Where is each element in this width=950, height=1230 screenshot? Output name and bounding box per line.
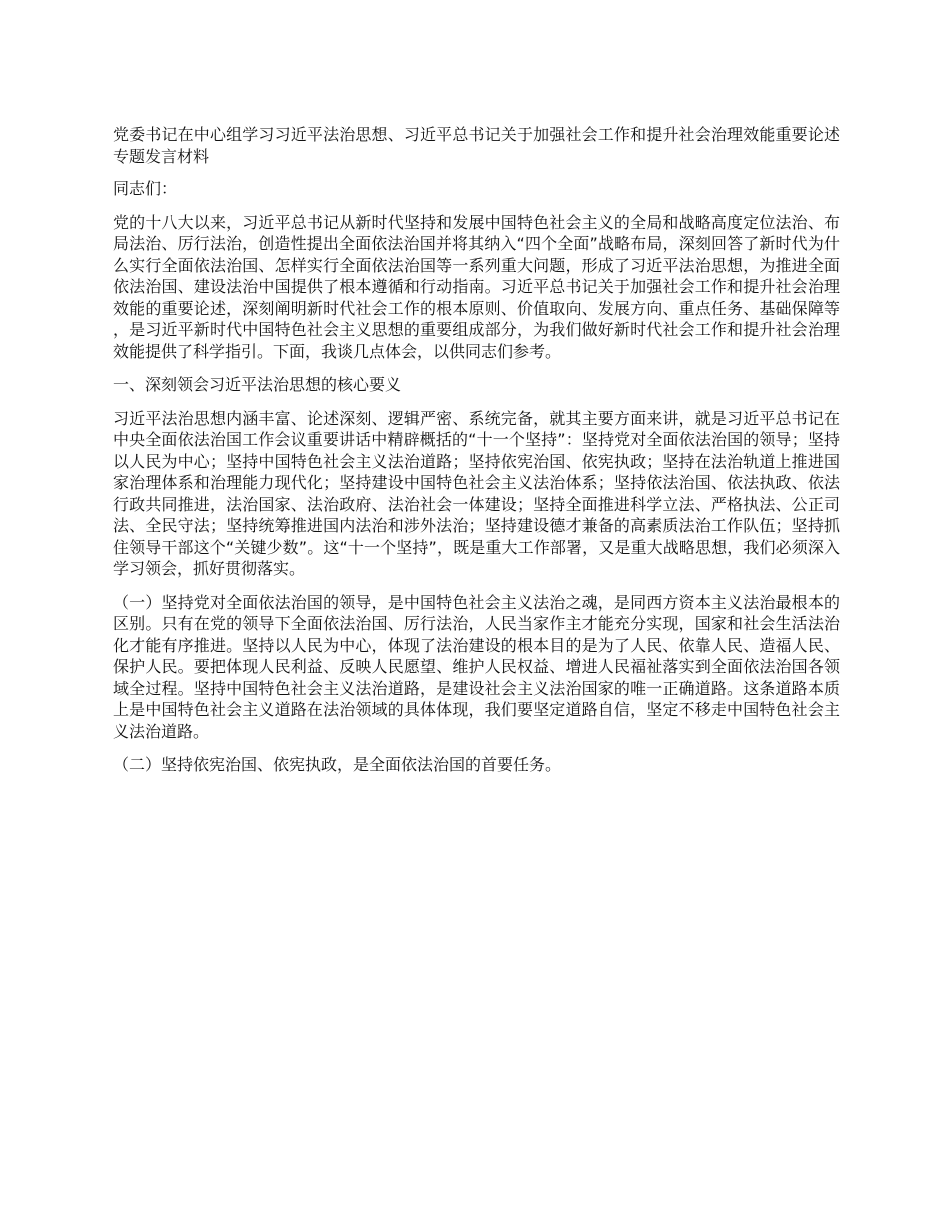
document-page <box>113 124 840 788</box>
paragraph-intro: 党的十八大以来，习近平总书记从新时代坚持和发展中国特色社会主义的全局和战略高度定位法治、布局法治、厉行法治，创造性提出全面依法治国并将其纳入“四个全面”战略布局，深刻回答了新时代为什么实行全面依法治国、怎样实行全面依法治国等一系列重大问题，形成了习近平法治思想，为推进全面依法治国、建设法治中国提供了根本遵循和行动指南。习近平总书记关于加强社会工作和提升社会治理效能的重要论述，深刻阐明新时代社会工作的根本原则、价值取向、发展方向、重点任务、基础保障等，是习近平新时代中国特色社会主义思想的重要组成部分，为我们做好新时代社会工作和提升社会治理效能提供了科学指引。下面，我谈几点体会，以供同志们参考。 <box>113 212 840 361</box>
document-title: 党委书记在中心组学习习近平法治思想、习近平总书记关于加强社会工作和提升社会治理效能重要论述专题发言材料 <box>113 125 840 166</box>
section-heading: 一、深刻领会习近平法治思想的核心要义 <box>113 375 402 394</box>
paragraph-eleven-adherences: 习近平法治思想内涵丰富、论述深刻、逻辑严密、系统完备，就其主要方面来讲，就是习近平总书记在中央全面依法治国工作会议重要讲话中精辟概括的“十一个坚持”：坚持党对全面依法治国的领导；坚持以人民为中心；坚持中国特色社会主义法治道路；坚持依宪治国、依宪执政；坚持在法治轨道上推进国家治理体系和治理能力现代化；坚持建设中国特色社会主义法治体系；坚持依法治国、依法执政、依法行政共同推进，法治国家、法治政府、法治社会一体建设；坚持全面推进科学立法、严格执法、公正司法、全民守法；坚持统筹推进国内法治和涉外法治；坚持建设德才兼备的高素质法治工作队伍；坚持抓住领导干部这个“关键少数”。这“十一个坚持”，既是重大工作部署，又是重大战略思想，我们必须深入学习领会，抓好贯彻落实。 <box>113 408 840 578</box>
salutation: 同志们： <box>113 179 178 198</box>
paragraph-point-one: （一）坚持党对全面依法治国的领导，是中国特色社会主义法治之魂，是同西方资本主义法治最根本的区别。只有在党的领导下全面依法治国、厉行法治，人民当家作主才能充分实现，国家和社会生活法治化才能有序推进。坚持以人民为中心，体现了法治建设的根本目的是为了人民、依靠人民、造福人民、保护人民。要把体现人民利益、反映人民愿望、维护人民权益、增进人民福祉落实到全面依法治国各领域全过程。坚持中国特色社会主义法治道路，是建设社会主义法治国家的唯一正确道路。这条道路本质上是中国特色社会主义道路在法治领域的具体体现，我们要坚定道路自信，坚定不移走中国特色社会主义法治道路。 <box>113 592 840 741</box>
paragraph-point-two: （二）坚持依宪治国、依宪执政，是全面依法治国的首要任务。 <box>113 755 562 774</box>
